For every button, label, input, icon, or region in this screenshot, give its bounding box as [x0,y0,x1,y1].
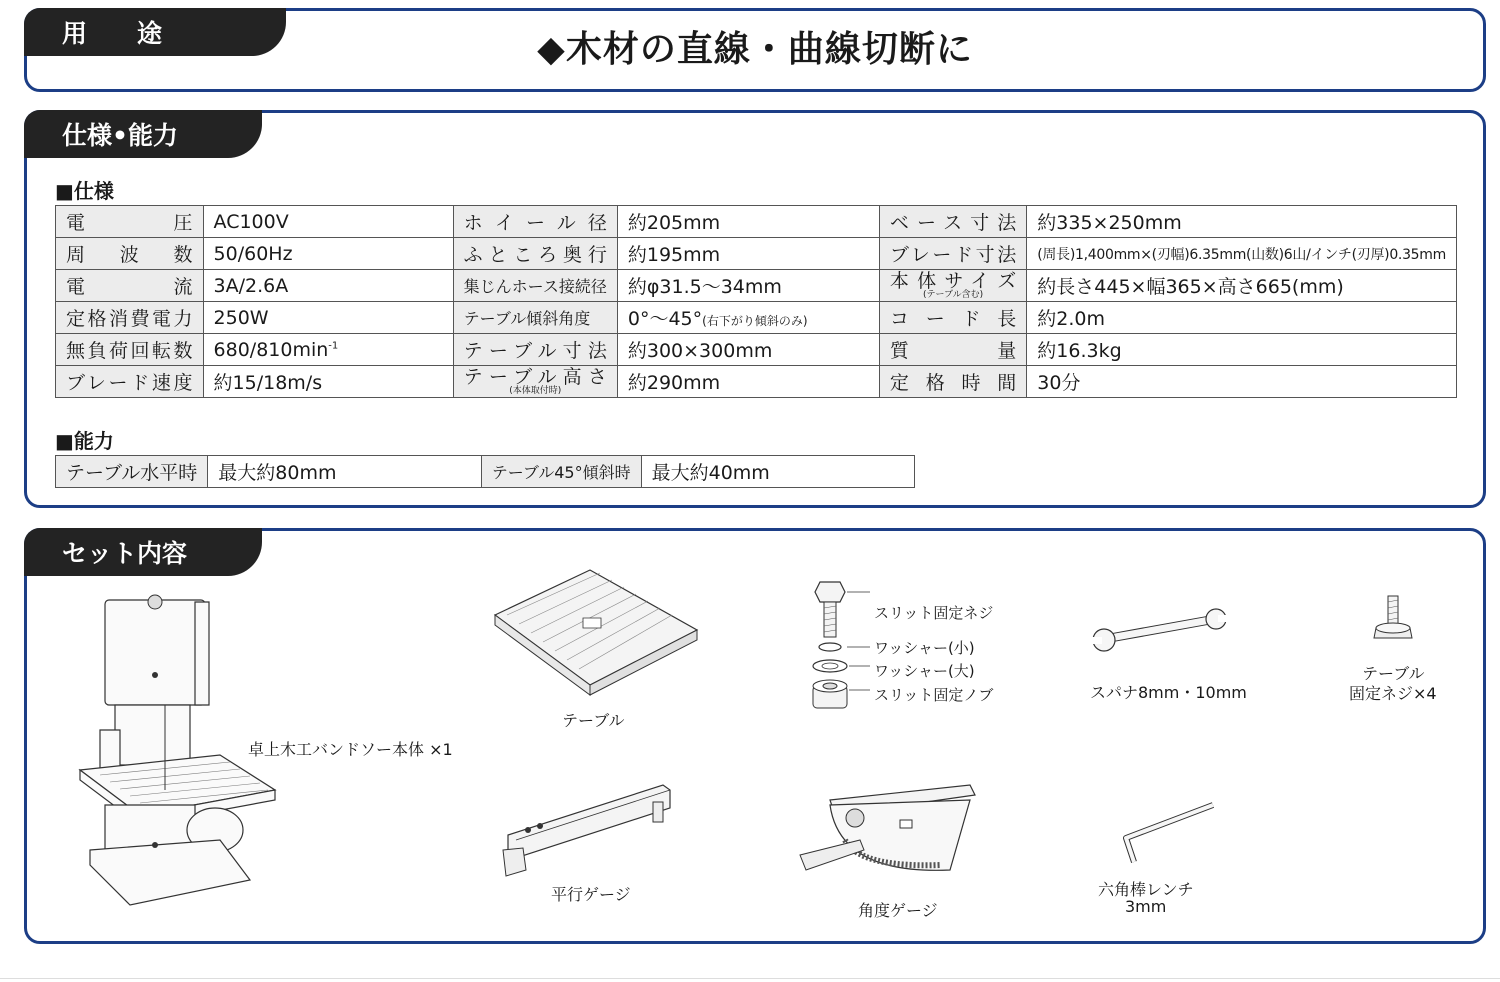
slit-knob-label: スリット固定ノブ [874,686,994,704]
spec-label-note: (テーブル含む) [922,289,984,300]
spec-value: 約2.0m [1027,302,1457,334]
table-row [56,456,915,488]
contents-tab: セット内容 [24,528,262,576]
spanner-illustration [1090,608,1230,660]
hex-wrench-illustration [1108,800,1218,870]
spec-label: テーブル傾斜角度 [453,302,617,334]
table-screw-label-2: 固定ネジ×4 [1349,684,1437,703]
slit-parts-illustration [805,580,875,715]
spec-value: 約15/18m/s [203,366,453,398]
spec-label: ふところ奥行 [453,238,617,270]
spec-value: 0°～45° [627,308,703,330]
table-row [56,206,1457,238]
spec-label: 周波数 [56,238,204,270]
spec-label: 定格時間 [879,366,1026,398]
spec-value-note: (右下がり傾斜のみ) [702,314,808,328]
spec-label: 質量 [879,334,1026,366]
spec-value: 50/60Hz [203,238,453,270]
miter-gauge-label: 角度ゲージ [858,901,938,920]
spec-value: 約290mm [617,366,879,398]
spec-label: テーブル寸法 [453,334,617,366]
spec-label: 集じんホース接続径 [453,270,617,302]
spec-label-stacked [879,270,1026,302]
spec-value: 3A/2.6A [203,270,453,302]
spec-label: 本体サイズ [889,269,1017,292]
spec-label: 定格消費電力 [56,302,204,334]
spec-label: ホイール径 [453,206,617,238]
spec-value-sup: -1 [328,340,339,352]
spec-table [55,205,1457,398]
miter-gauge-illustration [800,780,985,890]
table-illustration [495,570,700,700]
spec-value-cell [617,302,879,334]
table-label: テーブル [562,711,625,730]
table-screw-label-1: テーブル [1362,664,1425,683]
spec-value: 約長さ445×幅365×高さ665(mm) [1027,270,1457,302]
spec-label: ブレード寸法 [879,238,1026,270]
spec-label-stacked [453,366,617,398]
spec-value-cell [203,334,453,366]
spec-value: 680/810min [213,338,329,361]
hex-wrench-label-1: 六角棒レンチ [1098,880,1194,899]
capacity-table [55,455,915,488]
table-row [56,366,1457,398]
capacity-heading: ■能力 [55,429,114,453]
spec-label: 電圧 [56,206,204,238]
spec-value: AC100V [203,206,453,238]
capacity-label: テーブル水平時 [56,456,208,488]
usage-tab: 用 途 [24,8,286,56]
rip-fence-label: 平行ゲージ [551,885,631,904]
spec-value: 約195mm [617,238,879,270]
main-unit-label: 卓上木工バンドソー本体 ×1 [248,740,453,759]
spec-panel [24,110,1486,508]
capacity-value: 最大約80mm [208,456,481,488]
spec-label: 無負荷回転数 [56,334,204,366]
rip-fence-illustration [498,780,676,880]
hex-wrench-label-2: 3mm [1125,897,1167,916]
spec-value: 30分 [1027,366,1457,398]
spec-value: 約16.3kg [1027,334,1457,366]
table-screw-illustration [1368,592,1418,644]
spec-label: ブレード速度 [56,366,204,398]
table-row [56,334,1457,366]
table-row [56,238,1457,270]
table-row [56,302,1457,334]
usage-headline: ◆木材の直線・曲線切断に [537,29,973,70]
capacity-label: テーブル45°傾斜時 [481,456,641,488]
spec-value: 250W [203,302,453,334]
spec-tab: 仕様•能力 [24,110,262,158]
capacity-value: 最大約40mm [641,456,914,488]
spec-value: 約300×300mm [617,334,879,366]
spec-value: (周長)1,400mm×(刃幅)6.35mm(山数)6山/インチ(刃厚)0.35mm [1027,238,1457,270]
spec-label: 電流 [56,270,204,302]
spec-label: テーブル高さ [463,365,607,388]
washer-small-label: ワッシャー(小) [874,639,975,657]
spec-heading: ■仕様 [55,179,114,203]
table-row [56,270,1457,302]
spec-value: 約335×250mm [1027,206,1457,238]
spanner-label: スパナ8mm・10mm [1090,683,1247,702]
spec-label: コード長 [879,302,1026,334]
spec-value: 約φ31.5～34mm [617,270,879,302]
spec-label-note: (本体取付時) [509,385,562,396]
spec-value: 約205mm [617,206,879,238]
bottom-divider [0,978,1500,979]
washer-large-label: ワッシャー(大) [874,662,975,680]
usage-panel [24,8,1486,92]
slit-bolt-label: スリット固定ネジ [874,604,994,622]
spec-label: ベース寸法 [879,206,1026,238]
